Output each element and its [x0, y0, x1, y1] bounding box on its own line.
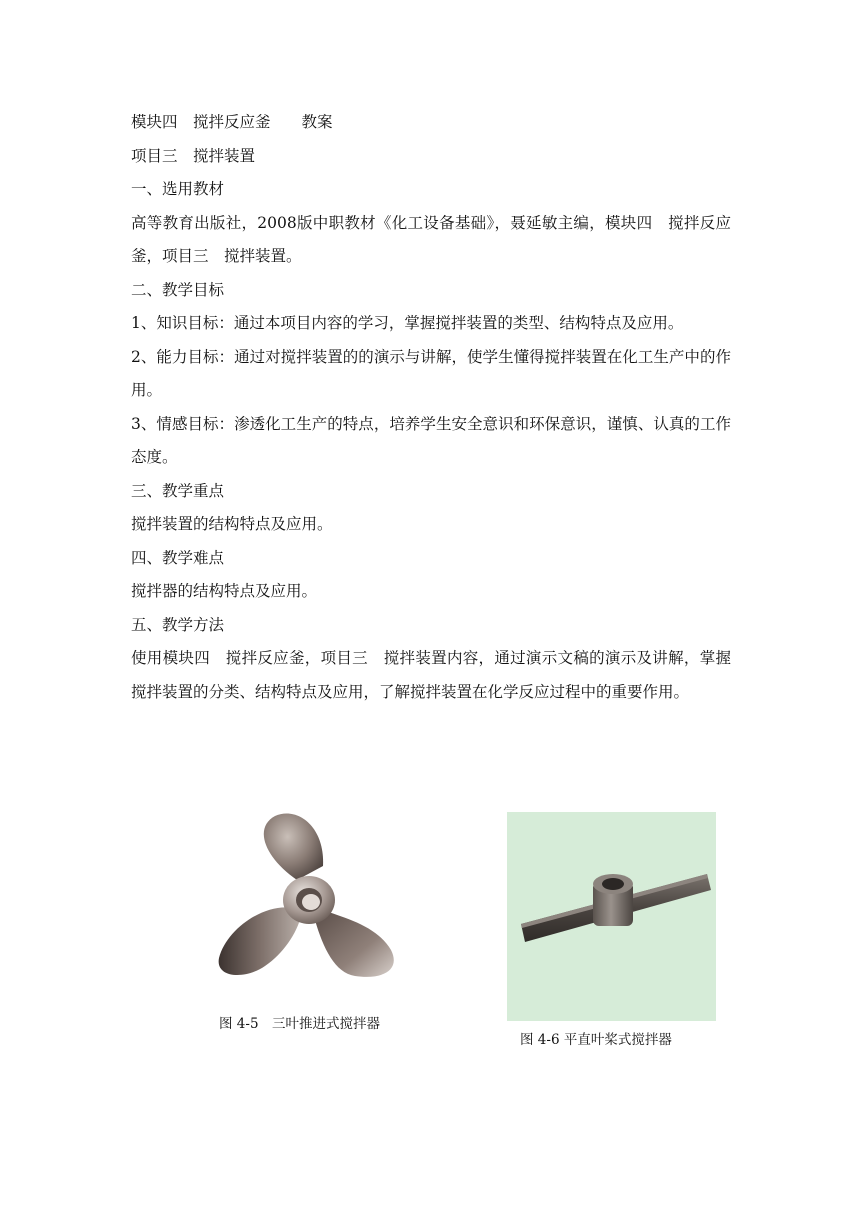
- section-heading-methods: 五、教学方法: [131, 615, 225, 634]
- figure-caption-paddle: 图 4-6 平直叶桨式搅拌器: [520, 1032, 672, 1048]
- objective-knowledge: 1、知识目标：通过本项目内容的学习，掌握搅拌装置的类型、结构特点及应用。: [131, 314, 684, 332]
- project-title: 项目三 搅拌装置: [131, 146, 256, 165]
- paddle-agitator-image: [507, 812, 716, 1021]
- document-body: [131, 106, 731, 709]
- section-heading-textbook: 一、选用教材: [131, 180, 225, 198]
- key-points-paragraph: 搅拌装置的结构特点及应用。: [131, 515, 333, 533]
- figure-caption-propeller: 图 4-5 三叶推进式搅拌器: [219, 1016, 381, 1032]
- objective-emotion: 3、情感目标：渗透化工生产的特点，培养学生安全意识和环保意识，谨慎、认真的工作态度。: [131, 414, 731, 466]
- methods-paragraph: 使用模块四 搅拌反应釜，项目三 搅拌装置内容，通过演示文稿的演示及讲解，掌握搅拌装置的分类、结构特点及应用，了解搅拌装置在化学反应过程中的重要作用。: [131, 649, 731, 701]
- difficulties-paragraph: 搅拌器的结构特点及应用。: [131, 582, 318, 600]
- module-title: 模块四 搅拌反应釜 教案: [131, 113, 333, 131]
- section-heading-key-points: 三、教学重点: [131, 481, 225, 500]
- textbook-paragraph: 高等教育出版社，2008版中职教材《化工设备基础》，聂延敏主编，模块四 搅拌反应釜，项目三 搅拌装置。: [131, 213, 731, 265]
- section-heading-difficulties: 四、教学难点: [131, 548, 225, 567]
- objective-ability: 2、能力目标：通过对搅拌装置的的演示与讲解，使学生懂得搅拌装置在化工生产中的作用。: [131, 347, 731, 399]
- propeller-agitator-image: [205, 808, 415, 983]
- section-heading-objectives: 二、教学目标: [131, 280, 225, 299]
